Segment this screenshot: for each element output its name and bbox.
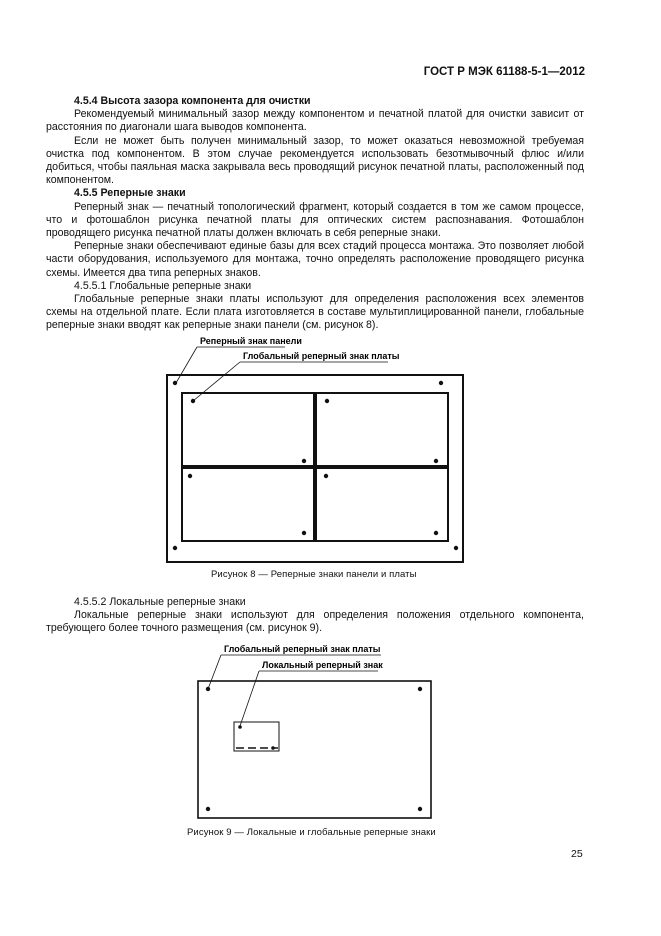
leader-line	[208, 655, 221, 689]
label-global-fiducial: Глобальный реперный знак платы	[224, 644, 381, 654]
text-block-2	[46, 596, 584, 636]
board-outline	[316, 468, 448, 541]
board-fiducial	[324, 474, 328, 478]
page-number: 25	[571, 848, 583, 860]
panel-fiducial	[173, 381, 177, 385]
local-fiducial	[271, 746, 275, 750]
figure-9-caption: Рисунок 9 — Локальные и глобальные реперные знаки	[187, 827, 436, 838]
board-fiducial	[191, 399, 195, 403]
board-outline	[182, 393, 314, 466]
label-panel-fiducial: Реперный знак панели	[200, 336, 302, 346]
leader-line	[193, 362, 240, 401]
panel-fiducial	[173, 546, 177, 550]
paragraph: Локальные реперные знаки используют для определения положения отдельного компонента, требующего более точного размещения (см. рисунок 9).	[46, 609, 584, 635]
paragraph: Если не может быть получен минимальный зазор, то может оказаться невозможной требуемая очистка под компонентом. В этом случае рекомендуется использовать безотмывочный флюс и/или добиться, чтобы паяльная маска закрывала весь проводящий рисунок печатной платы, расположенный под компонентом.	[46, 134, 584, 187]
paragraph: Рекомендуемый минимальный зазор между компонентом и печатной платой для очистки зависит от расстояния по диагонали шага выводов компонента.	[46, 108, 584, 134]
global-fiducial	[418, 687, 422, 691]
label-board-fiducial: Глобальный реперный знак платы	[243, 351, 400, 361]
paragraph: Глобальные реперные знаки платы используют для определения расположения всех элементов схемы на отдельной плате. Если плата изготовляется в составе мультиплицированной панели, глобальные реперные знаки вводят как реперные знаки панели (см. рисунок 8).	[46, 293, 584, 332]
board-outline	[316, 393, 448, 466]
panel-fiducial	[439, 381, 443, 385]
leader-line	[176, 347, 197, 383]
board-fiducial	[434, 459, 438, 463]
section-heading-455: 4.5.5 Реперные знаки	[74, 187, 186, 200]
subsection-heading-4552: 4.5.5.2 Локальные реперные знаки	[74, 596, 246, 608]
board-outline	[182, 468, 314, 541]
section-heading-454: 4.5.4 Высота зазора компонента для очистки	[74, 95, 311, 107]
board-fiducial	[325, 399, 329, 403]
global-fiducial	[418, 807, 422, 811]
local-fiducial	[238, 725, 242, 729]
global-fiducial	[206, 807, 210, 811]
paragraph: Реперные знаки обеспечивают единые базы для всех стадий процесса монтажа. Это позволяет любой части оборудования, используемого для монтажа, точно определять расположение проводящего рисунка схемы. Имеется два типа реперных знаков.	[46, 240, 584, 279]
paragraph: Реперный знак — печатный топологический фрагмент, который создается в том же самом процессе, что и фотошаблон рисунка печатной платы для оптических систем распознавания. Фотошаблон проводящего рисунка печатной платы должен включать в себя реперные знаки.	[46, 200, 584, 240]
board-outline-fig9	[198, 681, 431, 818]
panel-fiducial	[454, 546, 458, 550]
board-fiducial	[188, 474, 192, 478]
figure-8-caption: Рисунок 8 — Реперные знаки панели и платы	[211, 569, 417, 580]
subsection-heading-4551: 4.5.5.1 Глобальные реперные знаки	[74, 279, 252, 292]
standard-header: ГОСТ Р МЭК 61188-5-1—2012	[423, 66, 585, 78]
label-local-fiducial: Локальный реперный знак	[262, 660, 383, 670]
board-fiducial	[302, 459, 306, 463]
board-fiducial	[434, 531, 438, 535]
global-fiducial	[206, 687, 210, 691]
leader-line	[240, 671, 259, 726]
board-fiducial	[302, 531, 306, 535]
